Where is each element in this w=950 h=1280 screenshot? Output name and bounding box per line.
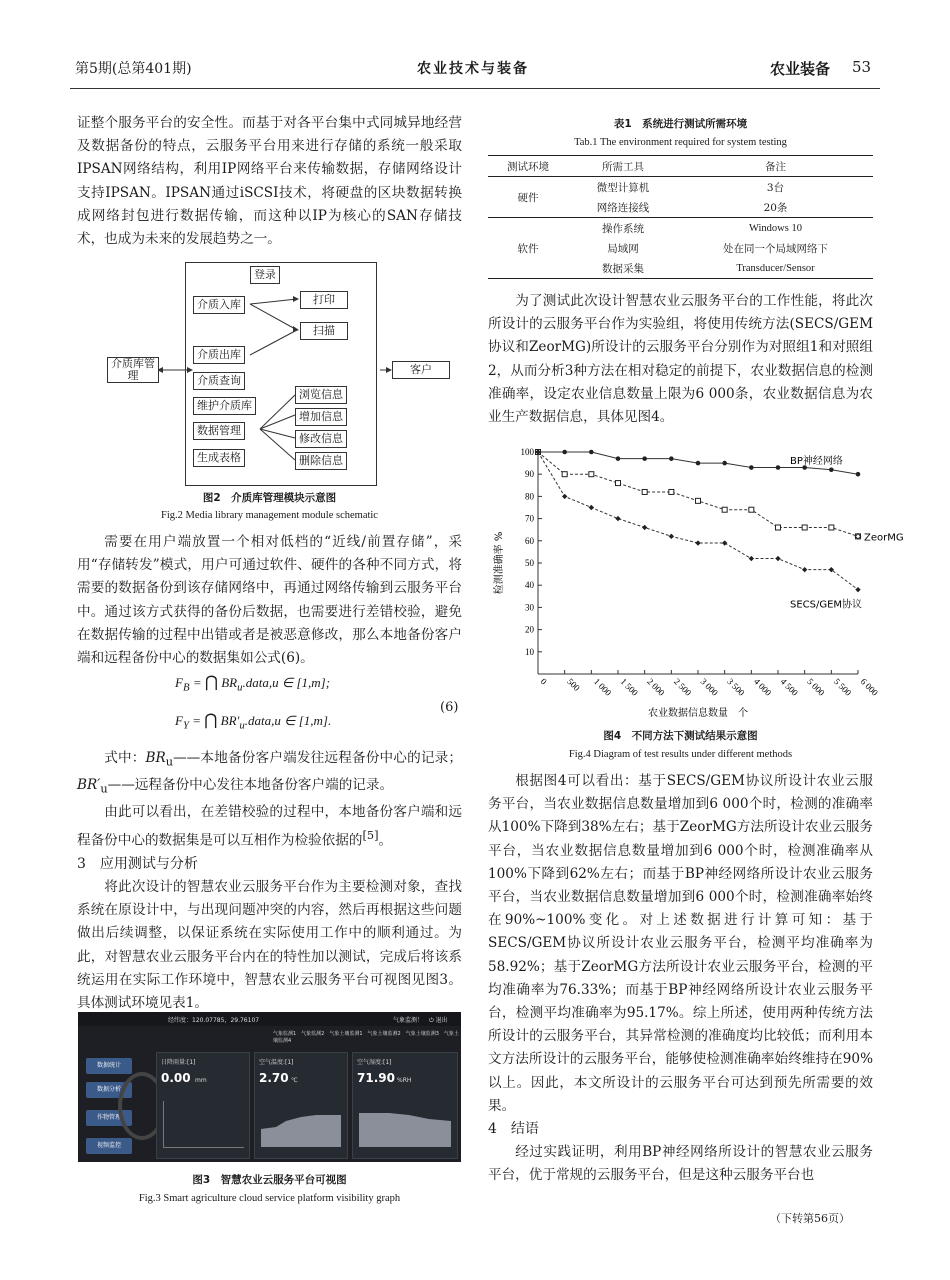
series-line-2: [538, 452, 858, 590]
paragraph: 将此次设计的智慧农业云服务平台作为主要检测对象，查找系统在原设计中，与出现问题冲突的内容，然后再根据这些问题做出后续调整，以保证系统在实际使用工作中的顺利通过。为此，对智慧农业云服务平台内在的特性加以测试，完成后将该系统运用在实际工作环境中，智慧农业云服务平台可视图见图3。具体测试环境见表1。: [77, 878, 462, 1011]
rain-panel: [156, 1052, 250, 1159]
data-point: [589, 450, 594, 455]
header-rule: [70, 88, 880, 89]
x-tick-label: 2 500: [671, 676, 694, 698]
table-cell: 处在同一个局域网络下: [723, 242, 828, 255]
table-cell: 微型计算机: [596, 181, 650, 194]
x-tick-label: 0: [538, 676, 549, 687]
scan-box: 扫描: [300, 322, 348, 340]
data-point: [829, 525, 834, 530]
table-cell: 局域网: [607, 242, 639, 255]
data-point: [562, 472, 567, 477]
media-out-box: 介质出库: [193, 346, 245, 364]
table-header-row: [488, 156, 873, 177]
data-point: [669, 534, 674, 539]
x-tick-label: 3 500: [725, 676, 747, 698]
y-tick-label: 40: [525, 580, 534, 591]
equation-fy: [175, 710, 331, 732]
data-point: [802, 567, 807, 572]
x-axis-label: 农业数据信息数量 个: [648, 708, 748, 719]
table-cell: 硬件: [517, 191, 539, 204]
figure-4-chart: [488, 440, 904, 720]
data-point: [616, 481, 621, 486]
print-box: 打印: [300, 291, 348, 309]
x-tick-label: 5 500: [831, 676, 854, 698]
data-point: [669, 456, 674, 461]
data-point: [589, 472, 594, 477]
table-cell: Transducer/Sensor: [736, 262, 815, 274]
coords-text: 经纬度：120.07785，29.76107: [168, 1017, 260, 1024]
y-tick-label: 80: [525, 491, 534, 502]
section-heading-4: 4 结语: [488, 1121, 539, 1138]
paragraph: 需要在用户端放置一个相对低档的“近线/前置存储”，采用“存储转发”模式，用户可通过软件、硬件的各种不同方式，将需要的数据备份到该存储网络中，再通过网络传输到云服务平台中。通过该方式获得的备份后数据，也需要进行差错校验，避免在数据传输的过程中出错或者是被恶意修改，那么本地备份客户端和远程备份中心的数据集如公式(6)。: [77, 534, 462, 667]
right-para-2: [488, 770, 873, 1188]
data-point: [615, 516, 620, 521]
paragraph: 根据图4可以看出：基于SECS/GEM协议所设计农业云服务平台，当农业数据信息数量增加到6 000个时，检测的准确率从100%下降到38%左右；基于ZeorMG方法所设计农业云服务平台，当农业数据信息数量增加到6 000个时，检测准确率从100%下降到62%左右；而基于BP神经网络所设计农业云服务平台，当农业数据信息数量增加到6 000个时，检测准确率始终在90%~100%变化。对上述数据进行计算可知：基于SECS/GEM协议所设计农业云服务平台，检测平均准确率为58.92%；基于ZeorMG方法所设计农业云服务平台，检测的平均准确率为76.33%；而基于BP神经网络所设计农业云服务平台，检测平均准确率为95.17%。综上所述，使用两种传统方法所设计的云服务平台，其异常检测的准确度均比较低；而利用本文方法所设计的云服务平台，能够使检测准确率始终维持在90%以上。因此，本文所设计的云服务平台可达到预先所需要的效果。: [488, 773, 873, 1114]
panel-unit: ℃: [291, 1077, 298, 1084]
figure-2-diagram: [105, 262, 455, 484]
sidebar-btn-stats[interactable]: 数据统计: [86, 1058, 132, 1074]
humidity-panel: [352, 1052, 458, 1159]
data-point: [749, 556, 754, 561]
table-header: 备注: [765, 160, 786, 173]
alert-text: 气象监测！ ⏻ 退出: [393, 1017, 448, 1024]
data-point: [669, 489, 674, 494]
panel-value: 2.70: [259, 1071, 289, 1085]
tab-strip: 气象监测1 气象监测2 气象土壤监测1 气象土壤监测2 气象土壤监测3 气象土壤监测4: [273, 1031, 459, 1044]
page-number: 53: [852, 58, 872, 76]
y-tick-label: 50: [525, 558, 534, 568]
x-tick-label: 4 000: [751, 676, 774, 698]
figure-3-dashboard: [78, 1012, 461, 1162]
maintain-box: 维护介质库: [193, 397, 256, 415]
data-point: [722, 540, 727, 545]
data-point: [722, 461, 727, 466]
table-row: [488, 177, 873, 198]
panel-title: 日降雨量:[1]: [161, 1059, 196, 1066]
fig2-caption-cn: 图2 介质库管理模块示意图: [202, 492, 337, 504]
browse-info-box: 浏览信息: [295, 386, 347, 404]
panel-title: 空气湿度:[1]: [357, 1059, 392, 1066]
table-cell: Windows 10: [749, 222, 802, 234]
panel-value: 71.90: [357, 1071, 395, 1085]
table-cell: 操作系统: [602, 222, 644, 235]
data-point: [642, 489, 647, 494]
data-point: [775, 556, 780, 561]
fig4-caption-en: Fig.4 Diagram of test results under different methods: [568, 749, 793, 760]
table-header: 测试环境: [507, 160, 549, 173]
data-point: [802, 525, 807, 530]
fig2-caption-en: Fig.2 Media library management module schematic: [161, 510, 378, 521]
add-info-box: 增加信息: [295, 408, 347, 426]
temp-chart: [261, 1101, 341, 1147]
y-axis-label: 检测准确率 %: [494, 531, 505, 595]
x-tick-label: 3 000: [698, 676, 720, 698]
data-point: [562, 494, 567, 499]
data-point: [616, 456, 621, 461]
media-query-box: 介质查询: [193, 372, 245, 390]
panel-value: 0.00: [161, 1071, 191, 1085]
table-cell: 3台: [766, 181, 785, 194]
panel-chart: [163, 1101, 244, 1148]
data-point: [749, 507, 754, 512]
equation-fb: [175, 672, 330, 694]
paragraph: 经过实践证明，利用BP神经网络所设计的智慧农业云服务平台，优于常规的云服务平台，但是这种云服务平台也: [488, 1144, 873, 1184]
x-tick-label: 6 000: [858, 676, 880, 698]
media-in-box: 介质入库: [193, 296, 245, 314]
equation-number: (6): [440, 700, 459, 715]
env-table: [488, 156, 873, 278]
temp-panel: [254, 1052, 348, 1159]
data-point: [696, 461, 701, 466]
paragraph: 证整个服务平台的安全性。而基于对各平台集中式同城异地经营及数据备份的特点，云服务平台用来进行存储的系统一般采取IPSAN网络结构，利用IP网络平台来传输数据，存储网络设计支持IPSAN。IPSAN通过iSCSI技术，将硬盘的区块数据转换成网络封包进行数据传输，而这种以IP为核心的SAN存储技术，也成为未来的发展趋势之一。: [77, 115, 462, 248]
data-point: [642, 525, 647, 530]
series-label: SECS/GEM协议: [790, 599, 863, 611]
left-para-3: [77, 747, 462, 1015]
sidebar-btn-video[interactable]: 视频监控: [86, 1138, 132, 1154]
delete-info-box: 删除信息: [295, 452, 347, 470]
y-tick-label: 30: [525, 602, 534, 613]
data-point: [855, 587, 860, 592]
data-point: [696, 498, 701, 503]
x-tick-label: 500: [565, 676, 582, 693]
journal-name: 农业技术与装备: [417, 61, 529, 77]
table1-caption-cn: 表1 系统进行测试所需环境: [613, 118, 748, 130]
table-cell: 网络连接线: [596, 201, 650, 214]
data-point: [856, 472, 861, 477]
series-label: ZeorMG: [864, 532, 904, 544]
data-point: [829, 467, 834, 472]
section-heading-3: 3 应用测试与分析: [77, 855, 198, 872]
equation-line: $F_Y$ = ⋂ $BR'_u.data,u$ ∈ [1,m].: [175, 712, 332, 732]
left-para-1: [77, 112, 462, 251]
y-tick-label: 90: [525, 469, 534, 480]
y-tick-label: 70: [525, 513, 534, 524]
panel-title: 空气温度:[1]: [259, 1059, 294, 1066]
panel-unit: %RH: [397, 1077, 412, 1084]
data-point: [562, 450, 567, 455]
sidebar-btn-crops[interactable]: 作物管理: [86, 1110, 132, 1126]
table-gen-box: 生成表格: [193, 449, 245, 467]
continued-note: （下转第56页）: [770, 1212, 850, 1225]
paragraph: 由此可以看出，在差错校验的过程中，本地备份客户端和远程备份中心的数据集是可以互相作为检验依据的[5]。: [77, 803, 462, 849]
x-tick-label: 1 000: [591, 676, 614, 698]
paragraph: 为了测试此次设计智慧农业云服务平台的工作性能，将此次所设计的云服务平台作为实验组，将使用传统方法(SECS/GEM协议和ZeorMG)所设计的云服务平台分别作为对照组1和对照组2，从而分析3种方法在相对稳定的前提下，农业数据信息的检测准确率，设定农业信息数量上限为6 000条，农业数据信息为农业生产数据信息，具体见图4。: [488, 293, 873, 426]
fig3-caption-cn: 图3 智慧农业云服务平台可视图: [192, 1174, 347, 1186]
y-tick-label: 20: [525, 624, 534, 635]
login-box: 登录: [250, 266, 280, 284]
table-cell: 数据采集: [602, 262, 644, 275]
sidebar-btn-analysis[interactable]: 数据分析: [86, 1082, 132, 1098]
panel-unit: mm: [195, 1077, 207, 1084]
data-point: [776, 525, 781, 530]
data-manage-box: 数据管理: [193, 422, 245, 440]
table-header: 所需工具: [602, 160, 644, 173]
data-point: [695, 540, 700, 545]
y-tick-label: 100: [520, 447, 534, 457]
table-cell: 软件: [517, 242, 539, 255]
right-para-1: [488, 290, 873, 429]
equation-line: $F_B$ = ⋂ $BR_u.data,u$ ∈ [1,m];: [175, 674, 331, 694]
paragraph: 式中：$BR_u——$本地备份客户端发往远程备份中心的记录；$BR'_u——$远程备份中心发往本地备份客户端的记录。: [77, 750, 463, 796]
data-point: [722, 507, 727, 512]
table-1: [488, 155, 873, 279]
left-para-2: [77, 531, 462, 670]
modify-info-box: 修改信息: [295, 430, 347, 448]
media-library-box: 介质库管理: [107, 357, 159, 383]
series-label: BP神经网络: [790, 456, 843, 468]
table-cell: 20条: [763, 201, 788, 214]
x-tick-label: 5 000: [805, 676, 827, 698]
table1-caption-en: Tab.1 The environment required for system testing: [574, 137, 787, 148]
data-point: [776, 465, 781, 470]
data-point: [642, 456, 647, 461]
fig4-caption-cn: 图4 不同方法下测试结果示意图: [603, 730, 758, 742]
x-tick-label: 2 000: [645, 676, 667, 698]
y-tick-label: 60: [525, 535, 534, 546]
x-tick-label: 4 500: [778, 676, 800, 698]
section-name: 农业装备: [770, 60, 831, 78]
fig3-caption-en: Fig.3 Smart agriculture cloud service platform visibility graph: [138, 1193, 401, 1204]
x-tick-label: 1 500: [618, 676, 640, 698]
data-point: [749, 465, 754, 470]
table-row: [488, 218, 873, 239]
customer-box: 客户: [392, 361, 450, 379]
humidity-chart: [359, 1101, 451, 1147]
y-tick-label: 10: [525, 646, 534, 657]
data-point: [589, 505, 594, 510]
issue-info: 第5期(总第401期): [75, 61, 192, 77]
